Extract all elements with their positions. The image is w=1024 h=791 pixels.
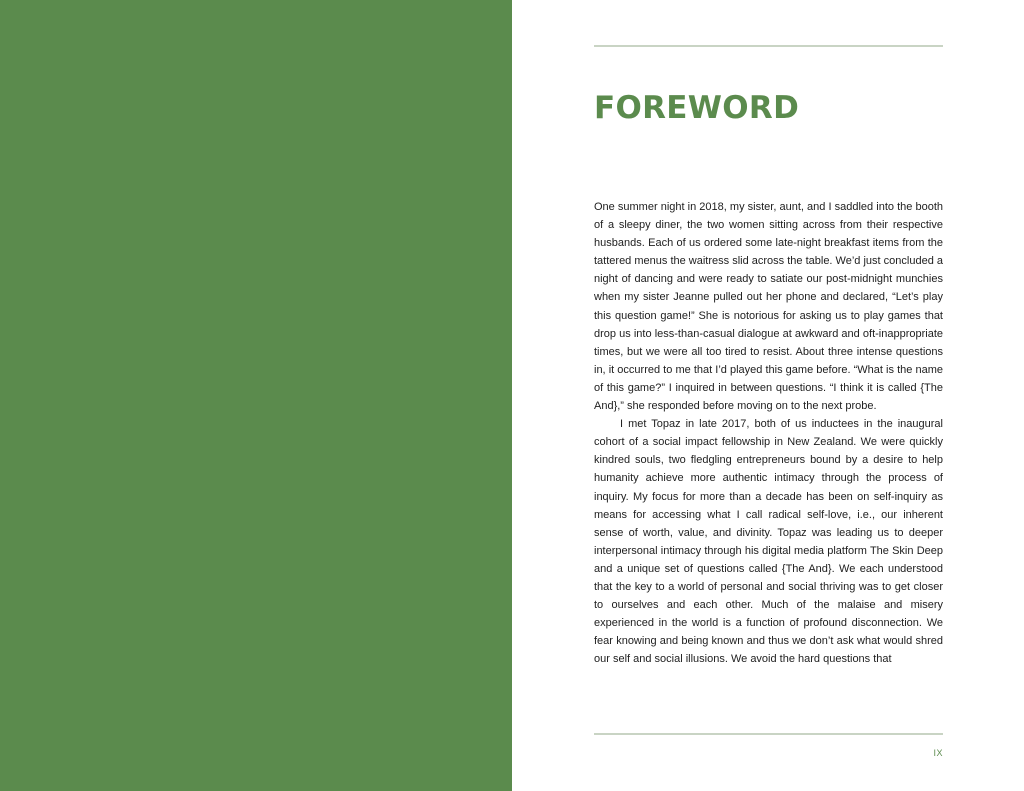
body-text (594, 198, 943, 668)
bottom-rule (594, 733, 943, 735)
page-title: FOREWORD (594, 90, 800, 126)
top-rule (594, 45, 943, 47)
paragraph-1: One summer night in 2018, my sister, aunt, and I saddled into the booth of a sleepy diner, the two women sitting across from their respective husbands. Each of us ordered some late-night breakfast items from the tattered menus the waitress slid across the table. We’d just concluded a night of dancing and were ready to satiate our post-midnight munchies when my sister Jeanne pulled out her phone and declared, “Let’s play this question game!” She is notorious for asking us to play games that drop us into less-than-casual dialogue at awkward and oft-inappropriate times, but we were all too tired to resist. About three intense questions in, it occurred to me that I’d played this game before. “What is the name of this game?” I inquired in between questions. “I think it is called {The And},” she responded before moving on to the next probe. (594, 201, 943, 413)
book-page (512, 0, 1024, 791)
page-number: IX (933, 748, 943, 758)
paragraph-2: I met Topaz in late 2017, both of us inductees in the inaugural cohort of a social impact fellowship in New Zealand. We were quickly kindred souls, two fledgling entrepreneurs bound by a desire to help humanity achieve more authentic intimacy through the process of inquiry. My focus for more than a decade has been on self-inquiry as means for accessing what I call radical self-love, i.e., our inherent sense of worth, value, and divinity. Topaz was leading us to deeper interpersonal intimacy through his digital media platform The Skin Deep and a unique set of questions called {The And}. We each understood that the key to a world of personal and social thriving was to get closer to ourselves and each other. Much of the malaise and misery experienced in the world is a function of profound disconnection. We fear knowing and being known and thus we don’t ask what would shred our self and social illusions. We avoid the hard questions that (594, 418, 943, 666)
